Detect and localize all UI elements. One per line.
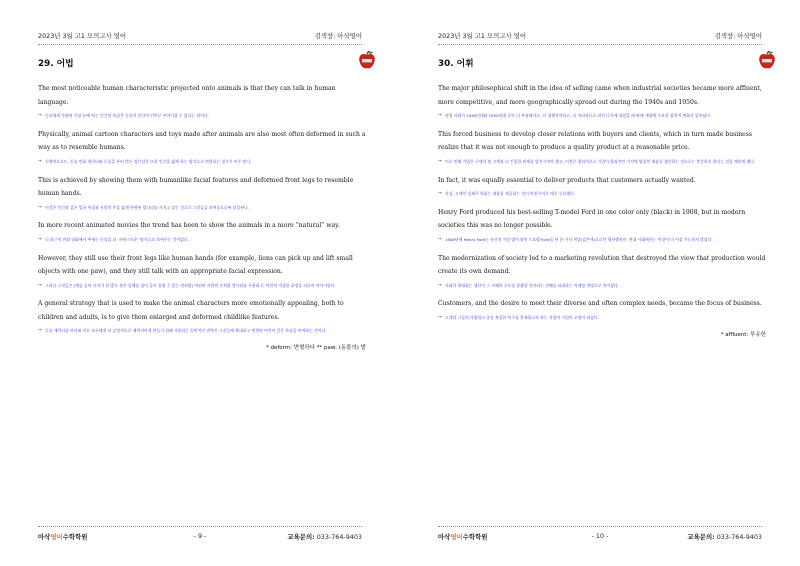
header-divider (38, 44, 362, 45)
korean-translation: → 이로 인해 기업은 구매자 및 고객과 더 긴밀한 관계를 발전시켜야 했고, 이것은 결과적으로 기업이 합리적인 가격에 양질의 제품을 생산하는 것으로는 충분하지 않다는 것을 깨닫게 했다. (438, 158, 766, 166)
english-sentence: This forced business to develop closer relations with buyers and clients, which in turn made business realize that it was not enough to produce a quality product at a reasonable price. (438, 130, 753, 152)
korean-translation: → 동물에게 투영된 가장 눈에 띄는 인간의 특징은 동물이 인간의 언어로 이야기할 수 있다는 점이다. (38, 112, 366, 120)
english-sentence: In fact, it was equally essential to deliver products that customers actually wanted. (438, 176, 696, 184)
vocab-note: * deform: 변형하다 ** paw: (동물의) 발 (266, 345, 366, 352)
examiner-label: 검색창: 아삭영어 (314, 32, 362, 40)
english-sentence: The modernization of society led to a marketing revolution that destroyed the view that production would create its own demand. (438, 254, 766, 276)
korean-translation: → 그러나 그것들은 (예를 들어 사자가 한 발로 작은 물체를 집어 들어 올릴 수 있는 것처럼) 여전히 사람의 손처럼 앞다리를 사용하고, 여전히 적절한 표정을 지으며 이야기한다. (38, 282, 366, 290)
korean-translation: → 신체적으로도, 동물 만화 캐릭터와 동물을 본떠 만든 장난감은 또한 인간을 닮게 하는 방식으로 변형되는 경우가 아주 많다. (38, 158, 366, 166)
header-divider (438, 44, 762, 45)
korean-translation: → 사회의 현대화는 생산이 그 자체의 수요를 창출할 것이라는 견해를 파괴하는 마케팅 혁명으로 이어졌다. (438, 282, 766, 290)
page-number: - 9 - (193, 532, 207, 540)
question-title: 30. 어휘 (438, 59, 474, 69)
footer-divider (438, 526, 762, 527)
english-sentence: A general strategy that is used to make the animal characters more emotionally appealing, both to children and adults, is to give them enlarged and deformed childlike features. (38, 300, 344, 321)
english-sentence: In more recent animated movies the trend has been to show the animals in a more “natural” way. (38, 222, 340, 230)
apple-icon (758, 50, 776, 70)
footer-divider (38, 526, 362, 527)
exam-title: 2023년 3월 고1 모의고사 영어 (38, 32, 127, 40)
page-number: - 10 - (591, 532, 609, 540)
academy-brand: 아삭영어수학학원 (38, 533, 88, 541)
english-sentence: Customers, and the desire to meet their diverse and often complex needs, became the focus of business. (438, 300, 762, 308)
passage (38, 82, 366, 351)
page-header (438, 26, 762, 42)
vocab-note: * affluent: 부유한 (720, 331, 766, 338)
page-header (38, 26, 362, 42)
korean-translation: → 이것은 인간과 같은 얼굴 특징과 사람의 손을 닮게 변형된 앞다리를 가지고 있는 것으로 그것들을 보여줌으로써 달성된다. (38, 204, 366, 212)
right-page (400, 0, 800, 566)
academy-brand: 아삭영어수학학원 (438, 533, 488, 541)
english-sentence: The most noticeable human characteristic projected onto animals is that they can talk in human language. (38, 85, 336, 106)
korean-translation: → 1908년에 Henry Ford는 자신의 가장 많이 팔린 T-모델 Ford를 단 한 가지 색상(검은색)으로만 생산했지만, 현대 사회에서는 이것이 더 이상 가능하지 않았다. (438, 236, 766, 244)
korean-translation: → 고객과 그들의 다양하고 종종 복잡한 욕구를 충족하고자 하는 욕망이 기업의 초점이 되었다. (438, 314, 766, 322)
question-title: 29. 어법 (38, 59, 74, 69)
korean-translation: → 동물 캐릭터를 아이와 어른 모두에게 더 감정적으로 매력적이게 만들기 위해 사용되는 일반적인 전략은 그것들에 확대되고 변형된 어린이 같은 특징을 부여하는 것이다. (38, 327, 366, 335)
english-sentence: Henry Ford produced his best-selling T-model Ford in one color only (black) in 1908, but in modern societies this was no longer possible. (438, 208, 746, 230)
contact-info: 교육문의: 033-764-9403 (287, 533, 362, 541)
page-footer (438, 532, 762, 544)
english-sentence: Physically, animal cartoon characters and toys made after animals are also most often deformed in such a way as to resemble humans. (38, 130, 366, 152)
page-footer (38, 532, 362, 544)
korean-translation: → 산업 사회가 1940년대와 1950년대 동안 더 부유해지고, 더 경쟁적이되고, 더 지리적으로 퍼져 나가게 되었을 때 판매 개념에 주요한 철학적 변화가 일어났다. (438, 112, 766, 120)
exam-title: 2023년 3월 고1 모의고사 영어 (438, 32, 527, 40)
english-sentence: However, they still use their front legs like human hands (for example, lions can pick up and lift small objects with one paw), and they still talk with an appropriate facial expression. (38, 254, 353, 276)
passage (438, 82, 766, 338)
english-sentence: The major philosophical shift in the idea of selling came when industrial societies became more affluent, more competitive, and more geographically spread out during the 1940s and 1950s. (438, 85, 762, 106)
korean-translation: → 더 최근의 만화 영화에서 추세는 동물을 더 ‘자연스러운’ 방식으로 보여주는 것이었다. (38, 236, 366, 244)
english-sentence: This is achieved by showing them with humanlike facial features and deformed front legs to resemble human hands. (38, 176, 354, 198)
contact-info: 교육문의: 033-764-9403 (687, 533, 762, 541)
apple-icon (358, 50, 376, 70)
korean-translation: → 사실, 고객이 실제로 원하는 제품을 제공하는 것이 마찬가지로 매우 중요했다. (438, 190, 766, 198)
examiner-label: 검색창: 아삭영어 (714, 32, 762, 40)
